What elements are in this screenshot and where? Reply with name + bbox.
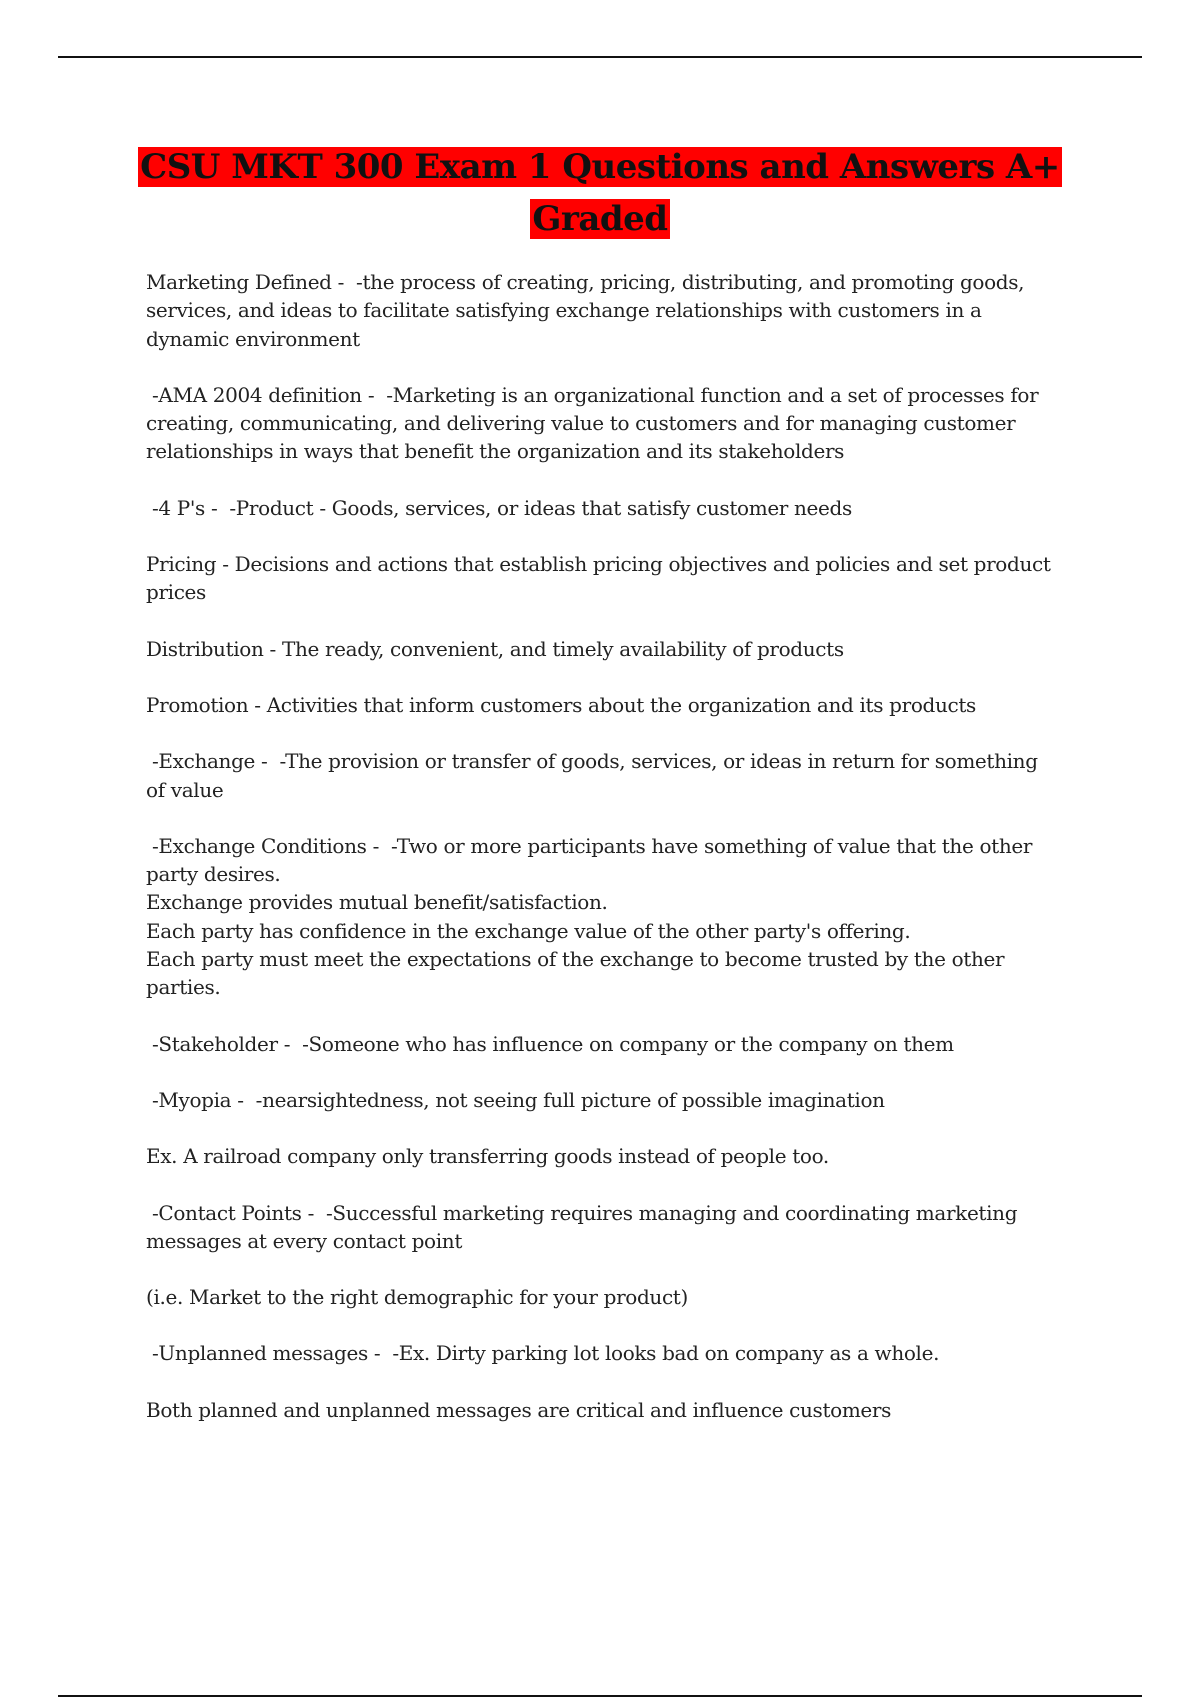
header-rule — [58, 56, 1142, 58]
paragraph-line: of value — [146, 777, 224, 802]
paragraph-line: Promotion - Activities that inform customers about the organization and its products — [146, 692, 976, 717]
paragraph-line: Both planned and unplanned messages are critical and influence customers — [146, 1397, 892, 1422]
paragraph-line: messages at every contact point — [146, 1228, 463, 1253]
paragraph — [146, 1283, 1096, 1311]
paragraph — [146, 1142, 1096, 1170]
document-title — [100, 144, 1100, 248]
paragraph — [146, 832, 1096, 1002]
paragraph — [146, 1396, 1096, 1424]
paragraph-line: -Myopia - -nearsightedness, not seeing full picture of possible imagination — [146, 1087, 885, 1112]
paragraph-line: -Exchange - -The provision or transfer of goods, services, or ideas in return for something — [146, 749, 1038, 774]
paragraph-line: parties. — [146, 975, 221, 1000]
document-body — [146, 268, 1096, 1452]
paragraph-line: creating, communicating, and delivering value to customers and for managing customer — [146, 411, 1016, 436]
paragraph-line: Exchange provides mutual benefit/satisfaction. — [146, 890, 608, 915]
paragraph — [146, 1199, 1096, 1256]
paragraph — [146, 550, 1096, 607]
paragraph-line: Pricing - Decisions and actions that establish pricing objectives and policies and set product — [146, 552, 1051, 577]
paragraph-line: -Stakeholder - -Someone who has influence on company or the company on them — [146, 1031, 954, 1056]
paragraph-line: -AMA 2004 definition - -Marketing is an organizational function and a set of processes for — [146, 382, 1039, 407]
paragraph-line: Each party has confidence in the exchange value of the other party's offering. — [146, 918, 911, 943]
paragraph-line: -4 P's - -Product - Goods, services, or ideas that satisfy customer needs — [146, 495, 852, 520]
paragraph-line: -Unplanned messages - -Ex. Dirty parking lot looks bad on company as a whole. — [146, 1341, 940, 1366]
paragraph-line: services, and ideas to facilitate satisfying exchange relationships with customers in a — [146, 298, 982, 323]
paragraph-line: party desires. — [146, 862, 281, 887]
title-line-1: CSU MKT 300 Exam 1 Questions and Answers A+ — [140, 147, 1060, 187]
paragraph-line: -Exchange Conditions - -Two or more participants have something of value that the other — [146, 833, 1033, 858]
paragraph — [146, 747, 1096, 804]
paragraph — [146, 381, 1096, 466]
paragraph — [146, 494, 1096, 522]
paragraph — [146, 691, 1096, 719]
paragraph-line: dynamic environment — [146, 326, 360, 351]
paragraph-line: Marketing Defined - -the process of creating, pricing, distributing, and promoting goods, — [146, 270, 1025, 294]
paragraph-line: Each party must meet the expectations of the exchange to become trusted by the other — [146, 947, 1005, 972]
paragraph — [146, 635, 1096, 663]
footer-rule — [58, 1695, 1142, 1697]
paragraph — [146, 1030, 1096, 1058]
paragraph-line: prices — [146, 580, 206, 605]
paragraph-line: relationships in ways that benefit the organization and its stakeholders — [146, 439, 845, 464]
title-line-2: Graded — [532, 199, 668, 239]
paragraph — [146, 1339, 1096, 1367]
paragraph-line: Ex. A railroad company only transferring goods instead of people too. — [146, 1144, 829, 1169]
paragraph-line: (i.e. Market to the right demographic for your product) — [146, 1285, 688, 1310]
paragraph — [146, 1086, 1096, 1114]
paragraph — [146, 268, 1096, 353]
paragraph-line: -Contact Points - -Successful marketing requires managing and coordinating marketing — [146, 1200, 1018, 1225]
paragraph-line: Distribution - The ready, convenient, and timely availability of products — [146, 636, 844, 661]
